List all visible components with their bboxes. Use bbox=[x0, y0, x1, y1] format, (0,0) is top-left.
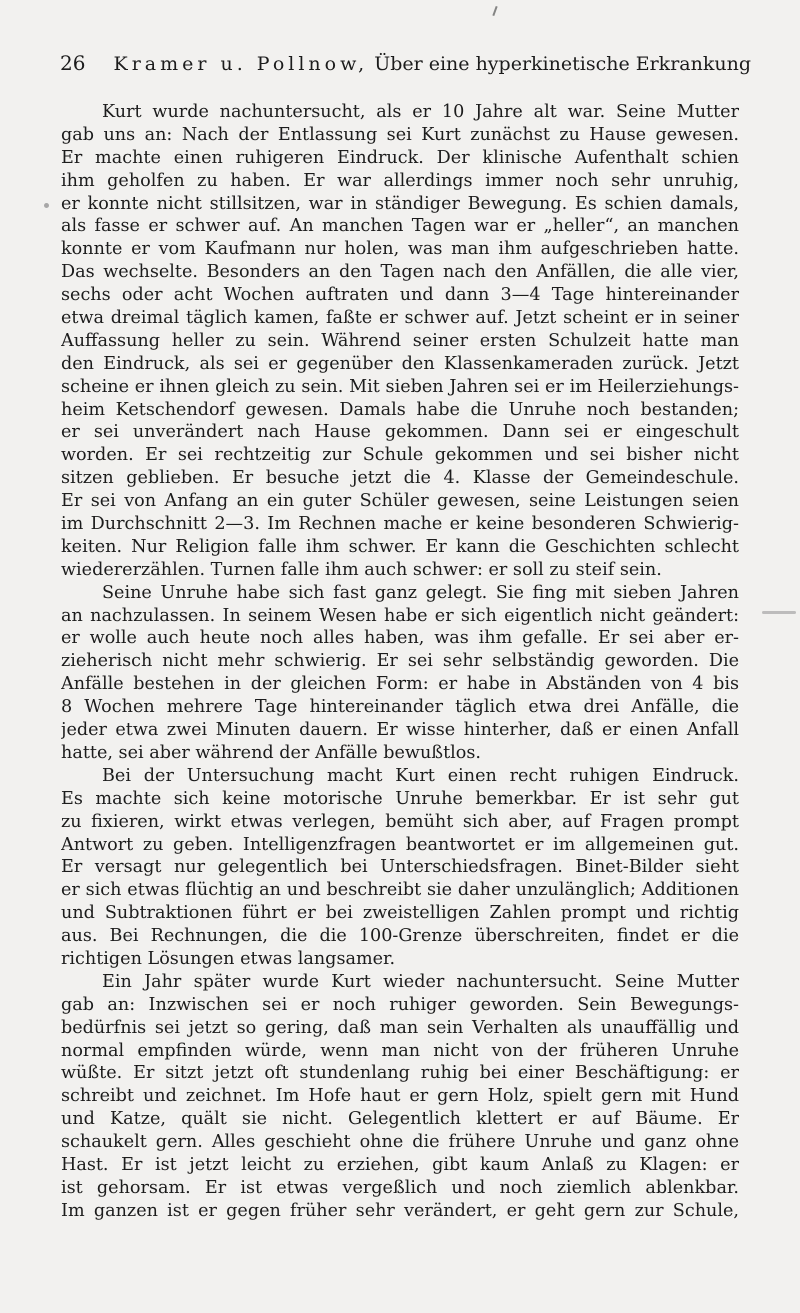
text-line: Kurt wurde nachuntersucht, als er 10 Jahre alt war. Seine Mutter bbox=[102, 102, 739, 122]
ink-speck bbox=[492, 6, 497, 16]
text-line: richtigen Lösungen etwas langsamer. bbox=[61, 948, 396, 969]
text-line: heim Ketschendorf gewesen. Damals habe die Unruhe noch bestanden; bbox=[61, 399, 739, 420]
page-number: 26 bbox=[60, 51, 86, 75]
text-line: Es machte sich keine motorische Unruhe bemerkbar. Er ist sehr gut bbox=[61, 788, 739, 809]
text-line: wiedererzählen. Turnen falle ihm auch schwer: er soll zu steif sein. bbox=[61, 559, 662, 580]
text-line: den Eindruck, als sei er gegenüber den Klassenkameraden zurück. Jetzt bbox=[61, 353, 739, 374]
text-line: Bei der Untersuchung macht Kurt einen recht ruhigen Eindruck. bbox=[102, 765, 739, 786]
text-line: er wolle auch heute noch alles haben, was ihm gefalle. Er sei aber er- bbox=[61, 628, 739, 649]
text-line: keiten. Nur Religion falle ihm schwer. Er kann die Geschichten schlecht bbox=[61, 536, 739, 557]
text-line: Auffassung heller zu sein. Während seiner ersten Schulzeit hatte man bbox=[61, 330, 739, 351]
text-line: im Durchschnitt 2—3. Im Rechnen mache er keine besonderen Schwierig- bbox=[61, 514, 739, 535]
text-line: worden. Er sei rechtzeitig zur Schule gekommen und sei bisher nicht bbox=[61, 445, 739, 466]
header-title: Über eine hyperkinetische Erkrankung bbox=[374, 53, 751, 75]
text-line: Im ganzen ist er gegen früher sehr verändert, er geht gern zur Schule, bbox=[61, 1200, 739, 1221]
text-line: Seine Unruhe habe sich fast ganz gelegt. Sie fing mit sieben Jahren bbox=[102, 582, 739, 603]
paragraph bbox=[61, 765, 739, 971]
text-line: schaukelt gern. Alles geschieht ohne die frühere Unruhe und ganz ohne bbox=[61, 1132, 739, 1153]
text-line: gab an: Inzwischen sei er noch ruhiger geworden. Sein Bewegungs- bbox=[61, 994, 739, 1015]
text-line: zu fixieren, wirkt etwas verlegen, bemüht sich aber, auf Fragen prompt bbox=[61, 811, 739, 832]
text-line: und Subtraktionen führt er bei zweistelligen Zahlen prompt und richtig bbox=[61, 903, 739, 924]
ink-speck bbox=[762, 611, 796, 614]
text-line: ist gehorsam. Er ist etwas vergeßlich und noch ziemlich ablenkbar. bbox=[61, 1177, 739, 1198]
text-line: zieherisch nicht mehr schwierig. Er sei sehr selbständig geworden. Die bbox=[61, 651, 739, 672]
text-line: Er versagt nur gelegentlich bei Unterschiedsfragen. Binet-Bilder sieht bbox=[61, 857, 739, 878]
text-line: Antwort zu geben. Intelligenzfragen beantwortet er im allgemeinen gut. bbox=[61, 834, 739, 855]
paragraph bbox=[61, 971, 739, 1223]
text-line: wüßte. Er sitzt jetzt oft stundenlang ruhig bei einer Beschäftigung: er bbox=[61, 1063, 739, 1084]
text-line: er sei unverändert nach Hause gekommen. Dann sei er eingeschult bbox=[61, 422, 739, 443]
text-line: Hast. Er ist jetzt leicht zu erziehen, gibt kaum Anlaß zu Klagen: er bbox=[61, 1154, 739, 1175]
text-line: etwa dreimal täglich kamen, faßte er schwer auf. Jetzt scheint er in seiner bbox=[61, 308, 739, 329]
text-line: sechs oder acht Wochen auftraten und dann 3—4 Tage hintereinander bbox=[61, 285, 739, 306]
text-line: scheine er ihnen gleich zu sein. Mit sieben Jahren sei er im Heilerziehungs- bbox=[61, 376, 739, 397]
body-text bbox=[61, 101, 739, 1223]
text-line: Ein Jahr später wurde Kurt wieder nachuntersucht. Seine Mutter bbox=[102, 971, 739, 992]
paragraph bbox=[61, 101, 739, 582]
running-header bbox=[60, 50, 751, 76]
text-line: er sich etwas flüchtig an und beschreibt sie daher unzulänglich; Additionen bbox=[61, 880, 739, 901]
text-line: schreibt und zeichnet. Im Hofe haut er gern Holz, spielt gern mit Hund bbox=[61, 1086, 739, 1107]
text-line: normal empfinden würde, wenn man nicht von der früheren Unruhe bbox=[61, 1040, 739, 1061]
text-line: 8 Wochen mehrere Tage hintereinander täglich etwa drei Anfälle, die bbox=[61, 697, 739, 718]
text-line: hatte, sei aber während der Anfälle bewußtlos. bbox=[61, 742, 481, 763]
text-line: sitzen geblieben. Er besuche jetzt die 4. Klasse der Gemeindeschule. bbox=[61, 468, 739, 489]
text-line: Das wechselte. Besonders an den Tagen nach den Anfällen, die alle vier, bbox=[61, 262, 739, 283]
text-line: aus. Bei Rechnungen, die die 100-Grenze überschreiten, findet er die bbox=[61, 926, 739, 947]
ink-speck bbox=[44, 203, 49, 208]
text-line: Er sei von Anfang an ein guter Schüler gewesen, seine Leistungen seien bbox=[61, 491, 739, 512]
text-line: und Katze, quält sie nicht. Gelegentlich klettert er auf Bäume. Er bbox=[61, 1109, 739, 1130]
header-authors: Kramer u. Pollnow, bbox=[113, 53, 369, 75]
text-line: Anfälle bestehen in der gleichen Form: er habe in Abständen von 4 bis bbox=[61, 674, 739, 695]
text-line: konnte er vom Kaufmann nur holen, was man ihm aufgeschrieben hatte. bbox=[61, 239, 739, 260]
text-line: gab uns an: Nach der Entlassung sei Kurt zunächst zu Hause gewesen. bbox=[61, 124, 739, 145]
text-line: an nachzulassen. In seinem Wesen habe er sich eigentlich nicht geändert: bbox=[61, 605, 739, 626]
text-line: bedürfnis sei jetzt so gering, daß man sein Verhalten als unauffällig und bbox=[61, 1017, 739, 1038]
text-line: Er machte einen ruhigeren Eindruck. Der klinische Aufenthalt schien bbox=[61, 147, 739, 168]
text-line: jeder etwa zwei Minuten dauern. Er wisse hinterher, daß er einen Anfall bbox=[61, 720, 739, 741]
text-line: als fasse er schwer auf. An manchen Tagen war er „heller“, an manchen bbox=[61, 216, 739, 237]
text-line: ihm geholfen zu haben. Er war allerdings immer noch sehr unruhig, bbox=[61, 170, 739, 191]
paragraph bbox=[61, 582, 739, 765]
text-line: er konnte nicht stillsitzen, war in ständiger Bewegung. Es schien damals, bbox=[61, 193, 739, 214]
